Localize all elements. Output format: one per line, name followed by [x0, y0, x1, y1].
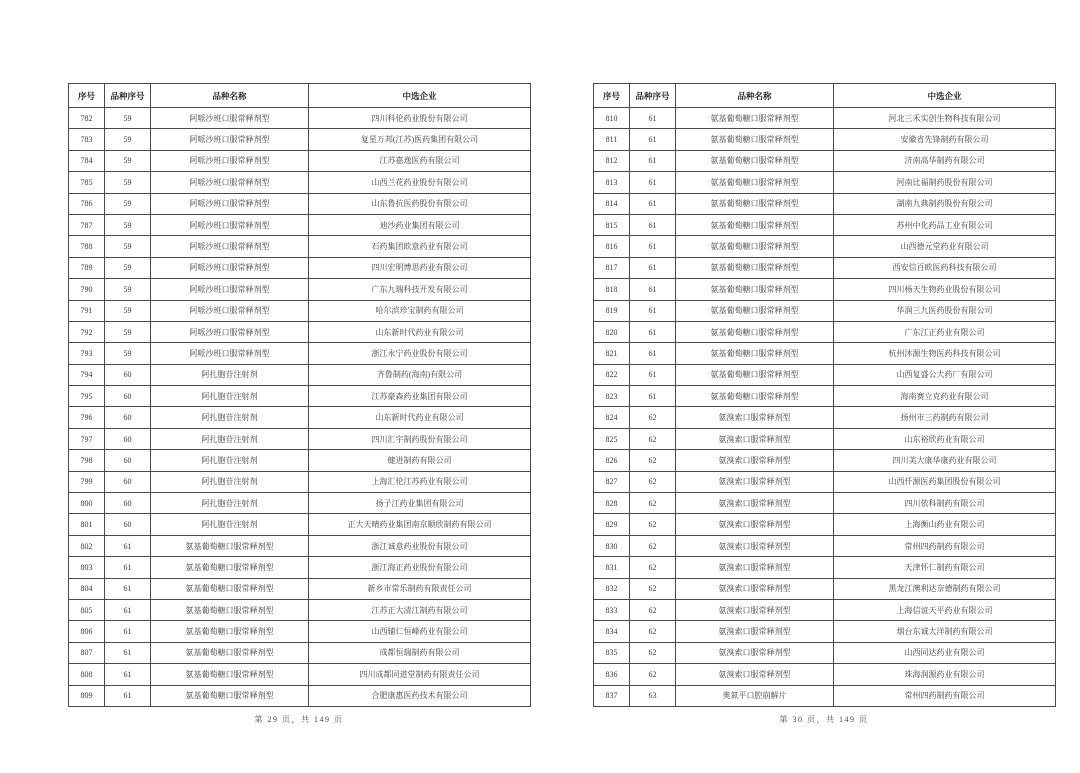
table-cell: 氨溴索口服常释剂型: [676, 407, 834, 428]
table-cell: 790: [69, 279, 105, 300]
table-cell: 61: [630, 300, 676, 321]
table-cell: 785: [69, 172, 105, 193]
table-cell: 四川成都同道堂制药有限责任公司: [309, 664, 531, 685]
table-cell: 820: [594, 321, 630, 342]
table-cell: 阿哌沙班口服常释剂型: [151, 236, 309, 257]
table-row: [594, 193, 1056, 214]
table-cell: 阿扎胞苷注射剂: [151, 386, 309, 407]
table-cell: 氨溴索口服常释剂型: [676, 493, 834, 514]
table-cell: 59: [105, 321, 151, 342]
table-cell: 829: [594, 514, 630, 535]
table-cell: 800: [69, 493, 105, 514]
table-cell: 山西辅仁恒峰药业有限公司: [309, 621, 531, 642]
table-cell: 健进制药有限公司: [309, 450, 531, 471]
table-row: [69, 236, 531, 257]
table-cell: 浙江诚意药业股份有限公司: [309, 535, 531, 556]
table-cell: 山西德元堂药业有限公司: [834, 236, 1056, 257]
table-cell: 烟台东诚大洋制药有限公司: [834, 621, 1056, 642]
table-row: [594, 172, 1056, 193]
table-cell: 扬州市三药制药有限公司: [834, 407, 1056, 428]
table-cell: 60: [105, 471, 151, 492]
table-cell: 61: [105, 557, 151, 578]
table-cell: 59: [105, 193, 151, 214]
table-cell: 氨溴索口服常释剂型: [676, 535, 834, 556]
table-cell: 61: [630, 214, 676, 235]
table-cell: 782: [69, 108, 105, 129]
table-cell: 62: [630, 407, 676, 428]
table-row: [594, 450, 1056, 471]
page-number-right: 第 30 页，共 149 页: [779, 715, 869, 724]
table-cell: 818: [594, 279, 630, 300]
table-row: [594, 514, 1056, 535]
table-cell: 氨溴索口服常释剂型: [676, 642, 834, 663]
table-cell: 阿扎胞苷注射剂: [151, 514, 309, 535]
table-cell: 824: [594, 407, 630, 428]
table-cell: 氨基葡萄糖口服常释剂型: [676, 214, 834, 235]
table-cell: 氨基葡萄糖口服常释剂型: [676, 386, 834, 407]
table-row: [69, 321, 531, 342]
table-cell: 821: [594, 343, 630, 364]
table-row: [594, 214, 1056, 235]
table-cell: 834: [594, 621, 630, 642]
table-row: [69, 364, 531, 385]
table-cell: 上海信谊天平药业有限公司: [834, 599, 1056, 620]
table-row: [69, 664, 531, 685]
table-cell: 59: [105, 279, 151, 300]
table-cell: 803: [69, 557, 105, 578]
table-cell: 山东新时代药业有限公司: [309, 407, 531, 428]
table-cell: 62: [630, 621, 676, 642]
table-cell: 氨溴索口服常释剂型: [676, 557, 834, 578]
table-cell: 四川科伦药业股份有限公司: [309, 108, 531, 129]
table-cell: 阿扎胞苷注射剂: [151, 428, 309, 449]
table-row: [594, 257, 1056, 278]
table-cell: 816: [594, 236, 630, 257]
table-cell: 湖南九典制药股份有限公司: [834, 193, 1056, 214]
table-body: [594, 108, 1056, 707]
table-cell: 802: [69, 535, 105, 556]
table-cell: 复星万邦(江苏)医药集团有限公司: [309, 129, 531, 150]
table-row: [594, 535, 1056, 556]
table-cell: 825: [594, 428, 630, 449]
table-cell: 809: [69, 685, 105, 706]
table-cell: 氨基葡萄糖口服常释剂型: [676, 257, 834, 278]
table-cell: 832: [594, 578, 630, 599]
table-cell: 59: [105, 300, 151, 321]
table-cell: 61: [630, 364, 676, 385]
table-row: [69, 300, 531, 321]
table-cell: 西安信百欧医药科技有限公司: [834, 257, 1056, 278]
table-cell: 黑龙江澳利达奈德制药有限公司: [834, 578, 1056, 599]
table-cell: 河北三禾实创生物科技有限公司: [834, 108, 1056, 129]
table-row: [69, 172, 531, 193]
table-cell: 四川依科制药有限公司: [834, 493, 1056, 514]
table-cell: 59: [105, 150, 151, 171]
table-cell: 江苏嘉逸医药有限公司: [309, 150, 531, 171]
table-row: [594, 364, 1056, 385]
table-cell: 808: [69, 664, 105, 685]
table-cell: 氨溴索口服常释剂型: [676, 514, 834, 535]
table-row: [69, 257, 531, 278]
table-cell: 山东新时代药业有限公司: [309, 321, 531, 342]
table-cell: 804: [69, 578, 105, 599]
table-cell: 783: [69, 129, 105, 150]
table-cell: 阿扎胞苷注射剂: [151, 471, 309, 492]
table-cell: 835: [594, 642, 630, 663]
table-cell: 氨基葡萄糖口服常释剂型: [676, 150, 834, 171]
table-row: [69, 386, 531, 407]
table-cell: 819: [594, 300, 630, 321]
table-row: [594, 108, 1056, 129]
column-header-seq: 序号: [594, 84, 630, 108]
table-cell: 61: [630, 343, 676, 364]
table-cell: 氨基葡萄糖口服常释剂型: [676, 300, 834, 321]
table-cell: 阿哌沙班口服常释剂型: [151, 279, 309, 300]
table-cell: 62: [630, 557, 676, 578]
table-cell: 795: [69, 386, 105, 407]
table-row: [69, 214, 531, 235]
table-row: [594, 321, 1056, 342]
table-cell: 61: [630, 193, 676, 214]
header-row: [594, 84, 1056, 108]
table-cell: 海南赛立克药业有限公司: [834, 386, 1056, 407]
table-cell: 60: [105, 493, 151, 514]
table-cell: 837: [594, 685, 630, 706]
table-cell: 苏州中化药品工业有限公司: [834, 214, 1056, 235]
table-cell: 830: [594, 535, 630, 556]
table-row: [69, 150, 531, 171]
selected-drugs-table-page-29: [68, 83, 531, 707]
table-cell: 氨基葡萄糖口服常释剂型: [676, 193, 834, 214]
table-cell: 阿扎胞苷注射剂: [151, 407, 309, 428]
table-cell: 62: [630, 493, 676, 514]
table-row: [594, 578, 1056, 599]
table-cell: 氨基葡萄糖口服常释剂型: [676, 172, 834, 193]
table-cell: 济南高华制药有限公司: [834, 150, 1056, 171]
table-cell: 安徽省先锋制药有限公司: [834, 129, 1056, 150]
table-cell: 61: [630, 108, 676, 129]
table-cell: 氨基葡萄糖口服常释剂型: [676, 129, 834, 150]
table-cell: 四川宏明博思药业有限公司: [309, 257, 531, 278]
table-cell: 62: [630, 664, 676, 685]
table-row: [594, 557, 1056, 578]
table-cell: 61: [105, 535, 151, 556]
table-cell: 氨溴索口服常释剂型: [676, 428, 834, 449]
table-cell: 62: [630, 535, 676, 556]
table-cell: 59: [105, 129, 151, 150]
table-body: [69, 108, 531, 707]
table-cell: 62: [630, 471, 676, 492]
table-row: [69, 557, 531, 578]
table-cell: 阿哌沙班口服常释剂型: [151, 129, 309, 150]
table-cell: 61: [105, 621, 151, 642]
table-row: [69, 621, 531, 642]
table-cell: 823: [594, 386, 630, 407]
table-cell: 797: [69, 428, 105, 449]
table-cell: 阿扎胞苷注射剂: [151, 364, 309, 385]
table-cell: 氨基葡萄糖口服常释剂型: [151, 685, 309, 706]
table-cell: 石药集团欧意药业有限公司: [309, 236, 531, 257]
table-cell: 迪沙药业集团有限公司: [309, 214, 531, 235]
table-cell: 氨溴索口服常释剂型: [676, 471, 834, 492]
table-row: [594, 664, 1056, 685]
table-cell: 831: [594, 557, 630, 578]
table-cell: 氨基葡萄糖口服常释剂型: [151, 535, 309, 556]
page-number-left: 第 29 页，共 149 页: [254, 715, 344, 724]
table-cell: 山西同达药业有限公司: [834, 642, 1056, 663]
table-cell: 828: [594, 493, 630, 514]
table-cell: 61: [630, 257, 676, 278]
table-cell: 62: [630, 642, 676, 663]
table-cell: 62: [630, 578, 676, 599]
table-row: [69, 450, 531, 471]
table-row: [69, 493, 531, 514]
table-cell: 784: [69, 150, 105, 171]
table-cell: 氨溴索口服常释剂型: [676, 621, 834, 642]
table-cell: 奥氮平口腔崩解片: [676, 685, 834, 706]
table-cell: 山西兰花药业股份有限公司: [309, 172, 531, 193]
table-row: [69, 343, 531, 364]
table-row: [69, 514, 531, 535]
table-cell: 氨基葡萄糖口服常释剂型: [151, 621, 309, 642]
table-row: [594, 642, 1056, 663]
table-cell: 珠海润源药业有限公司: [834, 664, 1056, 685]
table-cell: 广东江正药业有限公司: [834, 321, 1056, 342]
table-cell: 氨基葡萄糖口服常释剂型: [151, 578, 309, 599]
table-row: [69, 471, 531, 492]
table-cell: 61: [105, 599, 151, 620]
table-cell: 杭州沐源生物医药科技有限公司: [834, 343, 1056, 364]
table-cell: 阿哌沙班口服常释剂型: [151, 343, 309, 364]
table-row: [594, 343, 1056, 364]
table-cell: 氨基葡萄糖口服常释剂型: [676, 343, 834, 364]
column-header-name: 品种名称: [676, 84, 834, 108]
table-cell: 阿哌沙班口服常释剂型: [151, 214, 309, 235]
table-cell: 59: [105, 214, 151, 235]
table-cell: 59: [105, 343, 151, 364]
table-cell: 齐鲁制药(海南)有限公司: [309, 364, 531, 385]
table-cell: 60: [105, 386, 151, 407]
table-cell: 河南比福制药股份有限公司: [834, 172, 1056, 193]
table-cell: 826: [594, 450, 630, 471]
table-cell: 阿哌沙班口服常释剂型: [151, 193, 309, 214]
table-row: [594, 428, 1056, 449]
table-cell: 59: [105, 257, 151, 278]
table-cell: 氨基葡萄糖口服常释剂型: [151, 642, 309, 663]
selected-drugs-table-page-30: [593, 83, 1056, 707]
table-row: [594, 386, 1056, 407]
table-cell: 山东鲁抗医药股份有限公司: [309, 193, 531, 214]
table-cell: 氨溴索口服常释剂型: [676, 450, 834, 471]
table-cell: 阿扎胞苷注射剂: [151, 493, 309, 514]
table-cell: 60: [105, 450, 151, 471]
table-cell: 787: [69, 214, 105, 235]
table-row: [594, 685, 1056, 706]
table-cell: 811: [594, 129, 630, 150]
table-row: [594, 150, 1056, 171]
table-cell: 833: [594, 599, 630, 620]
table-cell: 哈尔滨珍宝制药有限公司: [309, 300, 531, 321]
table-cell: 792: [69, 321, 105, 342]
table-cell: 上海衡山药业有限公司: [834, 514, 1056, 535]
table-cell: 合肥康惠医药技术有限公司: [309, 685, 531, 706]
table-cell: 氨基葡萄糖口服常释剂型: [151, 599, 309, 620]
table-cell: 59: [105, 172, 151, 193]
table-cell: 氨溴索口服常释剂型: [676, 578, 834, 599]
table-cell: 常州四药制药有限公司: [834, 685, 1056, 706]
table-cell: 59: [105, 236, 151, 257]
table-cell: 806: [69, 621, 105, 642]
table-cell: 786: [69, 193, 105, 214]
table-header: [69, 84, 531, 108]
table-cell: 常州四药制药有限公司: [834, 535, 1056, 556]
table-cell: 827: [594, 471, 630, 492]
table-cell: 815: [594, 214, 630, 235]
table-row: [69, 279, 531, 300]
table-cell: 807: [69, 642, 105, 663]
table-cell: 60: [105, 407, 151, 428]
table-row: [69, 428, 531, 449]
table-row: [69, 685, 531, 706]
table-cell: 812: [594, 150, 630, 171]
table-cell: 788: [69, 236, 105, 257]
table-cell: 氨基葡萄糖口服常释剂型: [151, 557, 309, 578]
table-cell: 61: [105, 578, 151, 599]
table-cell: 四川美大康华康药业有限公司: [834, 450, 1056, 471]
table-cell: 山西复盛公大药厂有限公司: [834, 364, 1056, 385]
table-cell: 798: [69, 450, 105, 471]
table-cell: 氨基葡萄糖口服常释剂型: [151, 664, 309, 685]
table-cell: 62: [630, 428, 676, 449]
table-row: [594, 300, 1056, 321]
table-cell: 四川杨天生物药业股份有限公司: [834, 279, 1056, 300]
table-cell: 791: [69, 300, 105, 321]
table-cell: 817: [594, 257, 630, 278]
table-row: [594, 599, 1056, 620]
table-cell: 789: [69, 257, 105, 278]
table-cell: 新乡市常乐制药有限责任公司: [309, 578, 531, 599]
table-row: [69, 642, 531, 663]
table-cell: 793: [69, 343, 105, 364]
table-cell: 氨基葡萄糖口服常释剂型: [676, 236, 834, 257]
table-cell: 阿扎胞苷注射剂: [151, 450, 309, 471]
table-cell: 810: [594, 108, 630, 129]
table-cell: 氨基葡萄糖口服常释剂型: [676, 108, 834, 129]
table-row: [594, 621, 1056, 642]
table-cell: 阿哌沙班口服常释剂型: [151, 300, 309, 321]
table-cell: 61: [105, 664, 151, 685]
table-row: [69, 578, 531, 599]
table-cell: 氨基葡萄糖口服常释剂型: [676, 279, 834, 300]
table-cell: 广东九瑞科技开发有限公司: [309, 279, 531, 300]
table-row: [594, 236, 1056, 257]
table-cell: 上海汇伦江苏药业有限公司: [309, 471, 531, 492]
table-cell: 61: [630, 279, 676, 300]
table-cell: 氨基葡萄糖口服常释剂型: [676, 321, 834, 342]
table-cell: 江苏正大清江制药有限公司: [309, 599, 531, 620]
table-cell: 四川汇宇制药股份有限公司: [309, 428, 531, 449]
table-cell: 60: [105, 364, 151, 385]
table-header: [594, 84, 1056, 108]
table-cell: 60: [105, 428, 151, 449]
table-cell: 阿哌沙班口服常释剂型: [151, 257, 309, 278]
table-cell: 794: [69, 364, 105, 385]
table-row: [594, 407, 1056, 428]
column-header-company: 中选企业: [834, 84, 1056, 108]
table-cell: 61: [630, 386, 676, 407]
column-header-variety: 品种序号: [105, 84, 151, 108]
table-row: [69, 407, 531, 428]
column-header-variety: 品种序号: [630, 84, 676, 108]
table-cell: 836: [594, 664, 630, 685]
table-cell: 天津怀仁制药有限公司: [834, 557, 1056, 578]
table-row: [594, 471, 1056, 492]
table-cell: 62: [630, 599, 676, 620]
table-cell: 华润三九医药股份有限公司: [834, 300, 1056, 321]
table-cell: 扬子江药业集团有限公司: [309, 493, 531, 514]
table-cell: 60: [105, 514, 151, 535]
table-row: [69, 193, 531, 214]
table-cell: 813: [594, 172, 630, 193]
table-cell: 61: [630, 236, 676, 257]
table-cell: 阿哌沙班口服常释剂型: [151, 150, 309, 171]
table-row: [69, 108, 531, 129]
column-header-name: 品种名称: [151, 84, 309, 108]
table-cell: 61: [630, 150, 676, 171]
table-cell: 799: [69, 471, 105, 492]
table-cell: 61: [630, 172, 676, 193]
table-row: [69, 535, 531, 556]
table-row: [594, 279, 1056, 300]
table-cell: 61: [105, 642, 151, 663]
table-cell: 山西仟源医药集团股份有限公司: [834, 471, 1056, 492]
table-cell: 阿哌沙班口服常释剂型: [151, 108, 309, 129]
table-cell: 山东裕欣药业有限公司: [834, 428, 1056, 449]
table-row: [594, 493, 1056, 514]
table-cell: 阿哌沙班口服常释剂型: [151, 172, 309, 193]
table-cell: 805: [69, 599, 105, 620]
table-cell: 814: [594, 193, 630, 214]
table-cell: 61: [105, 685, 151, 706]
table-cell: 62: [630, 514, 676, 535]
table-cell: 成都恒瑞制药有限公司: [309, 642, 531, 663]
header-row: [69, 84, 531, 108]
table-row: [69, 129, 531, 150]
table-cell: 62: [630, 450, 676, 471]
table-row: [69, 599, 531, 620]
table-cell: 氨溴索口服常释剂型: [676, 664, 834, 685]
table-cell: 江苏豪森药业集团有限公司: [309, 386, 531, 407]
table-cell: 796: [69, 407, 105, 428]
table-cell: 浙江永宁药业股份有限公司: [309, 343, 531, 364]
column-header-company: 中选企业: [309, 84, 531, 108]
table-cell: 59: [105, 108, 151, 129]
table-cell: 浙江海正药业股份有限公司: [309, 557, 531, 578]
table-row: [594, 129, 1056, 150]
table-cell: 阿哌沙班口服常释剂型: [151, 321, 309, 342]
table-cell: 61: [630, 321, 676, 342]
table-cell: 氨溴索口服常释剂型: [676, 599, 834, 620]
column-header-seq: 序号: [69, 84, 105, 108]
table-cell: 正大天晴药业集团南京顺欣制药有限公司: [309, 514, 531, 535]
table-cell: 801: [69, 514, 105, 535]
table-cell: 822: [594, 364, 630, 385]
table-cell: 61: [630, 129, 676, 150]
table-cell: 氨基葡萄糖口服常释剂型: [676, 364, 834, 385]
table-cell: 63: [630, 685, 676, 706]
